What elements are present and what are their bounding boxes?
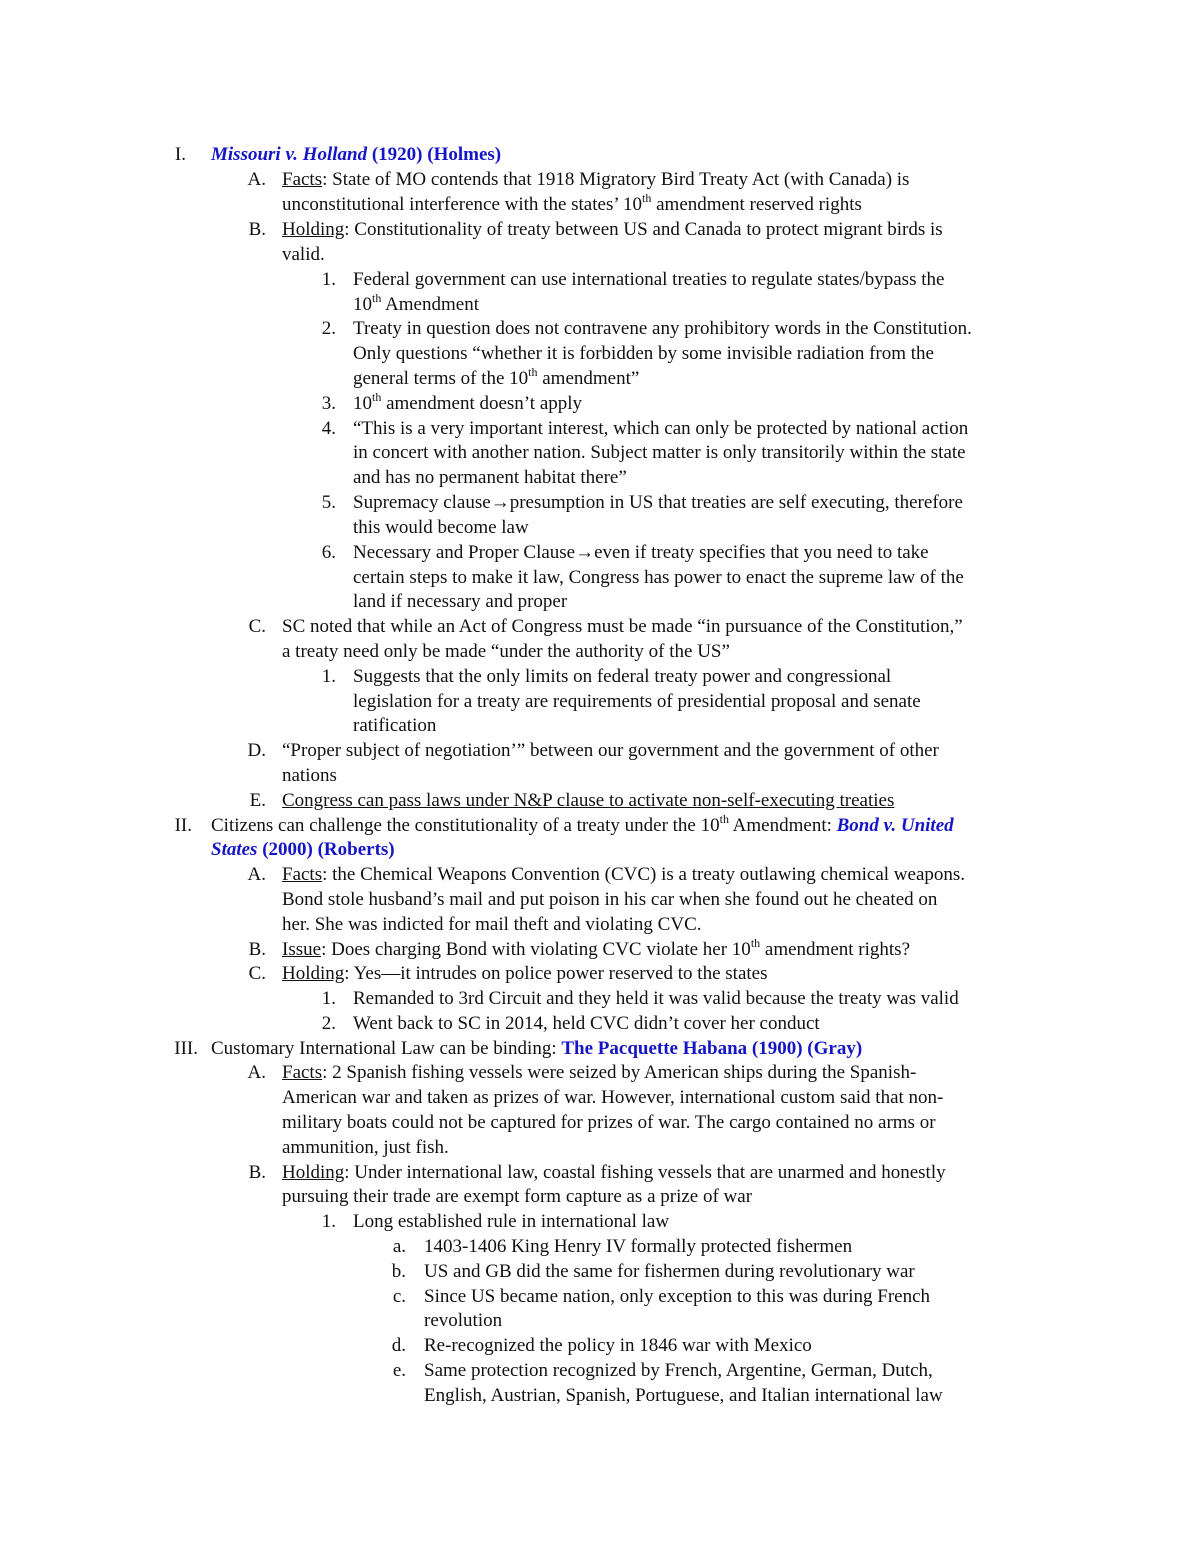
outline-subsubitem: US and GB did the same for fishermen during revolutionary war <box>424 1261 915 1282</box>
outline-subitem: Suggests that the only limits on federal treaty power and congressional <box>353 666 892 687</box>
roman-marker: III. <box>174 1038 198 1059</box>
outline-subitem-continuation: Only questions “whether it is forbidden by some invisible radiation from the <box>353 343 934 364</box>
outline-subitem: Supremacy clause→presumption in US that treaties are self executing, therefore <box>353 492 963 513</box>
outline-item-continuation: American war and taken as prizes of war. However, international custom said that non- <box>282 1087 944 1108</box>
outline-item-continuation: valid. <box>282 244 325 265</box>
outline-item: Facts: the Chemical Weapons Convention (CVC) is a treaty outlawing chemical weapons. <box>282 864 966 885</box>
item-label: Facts <box>282 169 323 190</box>
outline-item: “Proper subject of negotiation’” between our government and the government of other <box>282 740 939 761</box>
outline-item-continuation: unconstitutional interference with the states’ 10th amendment reserved rights <box>282 191 862 215</box>
item-label: Holding <box>282 219 345 240</box>
outline-subitem: “This is a very important interest, which can only be protected by national action <box>353 418 969 439</box>
outline-subitem-continuation: general terms of the 10th amendment” <box>353 365 640 389</box>
outline-item: Holding: Yes—it intrudes on police power reserved to the states <box>282 963 768 984</box>
case-name: The Pacquette Habana (1900) (Gray) <box>561 1038 863 1059</box>
section-heading: Customary International Law can be binding: The Pacquette Habana (1900) (Gray) <box>211 1038 863 1059</box>
outline-item-continuation: a treaty need only be made “under the authority of the US” <box>282 641 730 662</box>
letter-marker: A. <box>247 1062 266 1083</box>
outline-item: Congress can pass laws under N&P clause to activate non-self-executing treaties <box>282 790 895 811</box>
outline-subitem: Treaty in question does not contravene any prohibitory words in the Constitution. <box>353 318 972 339</box>
sub-letter-marker: e. <box>392 1360 406 1381</box>
outline-item: Issue: Does charging Bond with violating CVC violate her 10th amendment rights? <box>282 936 911 960</box>
outline-item-continuation: ammunition, just fish. <box>282 1137 449 1158</box>
outline-item-continuation: her. She was indicted for mail theft and violating CVC. <box>282 914 702 935</box>
outline-item: Facts: State of MO contends that 1918 Migratory Bird Treaty Act (with Canada) is <box>282 169 910 190</box>
number-marker: 2. <box>321 318 336 339</box>
letter-marker: E. <box>249 790 266 811</box>
outline-item: Facts: 2 Spanish fishing vessels were seized by American ships during the Spanish- <box>282 1062 917 1083</box>
outline-subsubitem: Since US became nation, only exception to this was during French <box>424 1286 931 1307</box>
roman-marker: I. <box>174 144 186 165</box>
letter-marker: A. <box>247 864 266 885</box>
item-label: Facts <box>282 1062 323 1083</box>
letter-marker: D. <box>247 740 266 761</box>
outline-subitem: 10th amendment doesn’t apply <box>353 390 583 414</box>
outline-subitem-continuation: legislation for a treaty are requirements of presidential proposal and senate <box>353 691 921 712</box>
case-meta: (1920) (Holmes) <box>367 144 502 165</box>
outline-subsubitem: Same protection recognized by French, Argentine, German, Dutch, <box>424 1360 933 1381</box>
letter-marker: B. <box>248 939 266 960</box>
case-name: Missouri v. Holland <box>211 144 368 165</box>
outline-subsubitem: Re-recognized the policy in 1846 war with Mexico <box>424 1335 812 1356</box>
number-marker: 1. <box>321 666 336 687</box>
case-name: States <box>211 839 258 860</box>
case-meta: (2000) (Roberts) <box>257 839 395 860</box>
arrow-icon: → <box>575 542 595 563</box>
outline-subitem-continuation: ratification <box>353 715 437 736</box>
number-marker: 2. <box>321 1013 336 1034</box>
sub-letter-marker: a. <box>392 1236 406 1257</box>
outline-item: SC noted that while an Act of Congress must be made “in pursuance of the Constitution,” <box>282 616 963 637</box>
outline-subitem-continuation: certain steps to make it law, Congress has power to enact the supreme law of the <box>353 567 964 588</box>
outline-item-continuation: nations <box>282 765 337 786</box>
outline-item-continuation: Bond stole husband’s mail and put poison in his car when she found out he cheated on <box>282 889 938 910</box>
section-heading-continuation <box>211 838 395 862</box>
outline-subitem: Federal government can use international treaties to regulate states/bypass the <box>353 269 945 290</box>
outline-subitem: Remanded to 3rd Circuit and they held it was valid because the treaty was valid <box>353 988 959 1009</box>
outline-subsubitem: 1403-1406 King Henry IV formally protected fishermen <box>424 1236 853 1257</box>
outline-subitem-continuation: in concert with another nation. Subject matter is only transitorily within the state <box>353 442 966 463</box>
sub-letter-marker: c. <box>392 1286 406 1307</box>
roman-marker: II. <box>174 815 192 836</box>
sub-letter-marker: b. <box>391 1261 406 1282</box>
section-heading: Citizens can challenge the constitutionality of a treaty under the 10th Amendment: Bond v. United <box>211 812 954 836</box>
outline-item: Holding: Under international law, coastal fishing vessels that are unarmed and honestly <box>282 1162 946 1183</box>
case-name: Bond v. United <box>836 815 954 836</box>
letter-marker: A. <box>247 169 266 190</box>
outline-subitem-continuation: and has no permanent habitat there” <box>353 467 627 488</box>
outline-subsubitem-continuation: revolution <box>424 1310 503 1331</box>
letter-marker: C. <box>248 616 266 637</box>
outline-subitem: Long established rule in international law <box>353 1211 670 1232</box>
number-marker: 4. <box>321 418 336 439</box>
letter-marker: B. <box>248 219 266 240</box>
outline-subitem: Went back to SC in 2014, held CVC didn’t cover her conduct <box>353 1013 820 1034</box>
number-marker: 1. <box>321 269 336 290</box>
sub-letter-marker: d. <box>391 1335 406 1356</box>
section-heading <box>211 143 501 167</box>
item-label: Facts <box>282 864 323 885</box>
arrow-icon: → <box>490 492 510 513</box>
number-marker: 5. <box>321 492 336 513</box>
item-label: Holding <box>282 1162 345 1183</box>
outline-subsubitem-continuation: English, Austrian, Spanish, Portuguese, and Italian international law <box>424 1385 943 1406</box>
outline-item-continuation: military boats could not be captured for prizes of war. The cargo contained no arms or <box>282 1112 936 1133</box>
outline-item: Holding: Constitutionality of treaty between US and Canada to protect migrant birds is <box>282 219 943 240</box>
number-marker: 6. <box>321 542 336 563</box>
outline-item-continuation: pursuing their trade are exempt form capture as a prize of war <box>282 1186 753 1207</box>
number-marker: 3. <box>321 393 336 414</box>
outline-subitem: Necessary and Proper Clause→even if treaty specifies that you need to take <box>353 542 929 563</box>
outline-subitem-continuation: land if necessary and proper <box>353 591 568 612</box>
number-marker: 1. <box>321 988 336 1009</box>
letter-marker: C. <box>248 963 266 984</box>
outline-subitem-continuation: this would become law <box>353 517 529 538</box>
number-marker: 1. <box>321 1211 336 1232</box>
item-label: Holding <box>282 963 345 984</box>
outline-subitem-continuation: 10th Amendment <box>353 291 479 315</box>
letter-marker: B. <box>248 1162 266 1183</box>
item-label: Issue <box>282 939 322 960</box>
